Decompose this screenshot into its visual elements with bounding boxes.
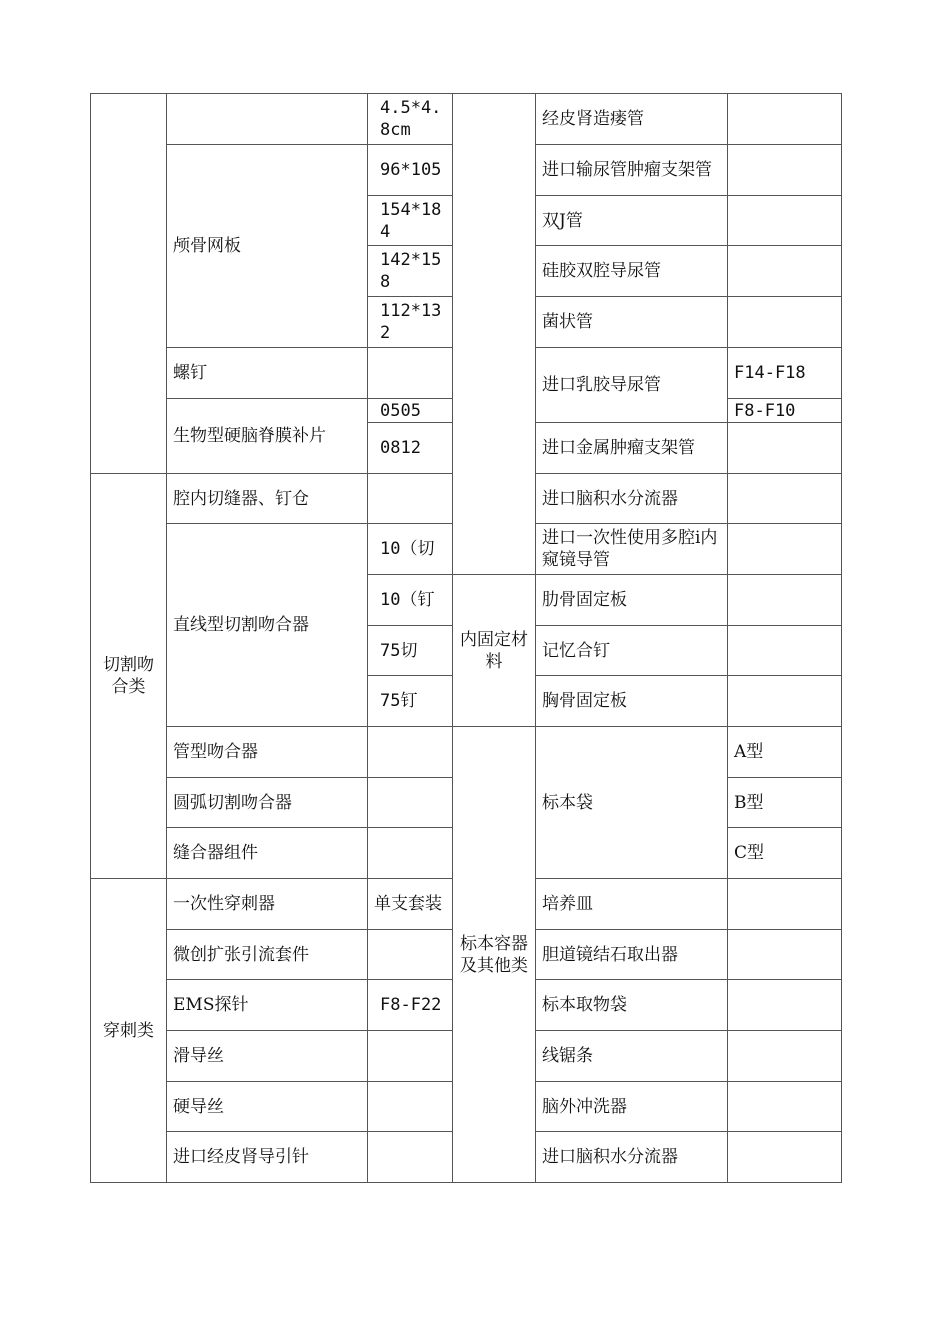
right-item-cell: 培养皿: [536, 879, 728, 930]
table-row: [91, 727, 842, 778]
right-spec-cell: [728, 423, 842, 474]
item-name-cell: 一次性穿刺器: [167, 879, 368, 930]
spec-cell: 4.5*4.8cm: [368, 94, 453, 145]
spec-cell: 10（钉: [368, 575, 453, 626]
right-item-cell: 经皮肾造瘘管: [536, 94, 728, 145]
right-item-cell: 双J管: [536, 196, 728, 246]
right-spec-cell: [728, 575, 842, 626]
spec-cell: F8-F22: [368, 980, 453, 1031]
item-name-cell: 微创扩张引流套件: [167, 930, 368, 980]
spec-cell: [368, 828, 453, 879]
right-spec-cell: [728, 1132, 842, 1183]
spec-cell: 142*158: [368, 246, 453, 297]
equipment-table: [90, 93, 842, 1183]
spec-cell: 96*105: [368, 145, 453, 196]
right-item-cell: 菌状管: [536, 297, 728, 348]
item-name-cell: 圆弧切割吻合器: [167, 778, 368, 828]
right-spec-cell: [728, 196, 842, 246]
category-cell-empty: [91, 94, 167, 474]
table-row: [91, 94, 842, 145]
right-item-cell: 记忆合钉: [536, 626, 728, 676]
right-spec-cell: F14-F18: [728, 348, 842, 399]
item-name-cell: 滑导丝: [167, 1031, 368, 1082]
right-item-cell: 肋骨固定板: [536, 575, 728, 626]
category-cell: 标本容器及其他类: [453, 727, 536, 1183]
right-spec-cell: A型: [728, 727, 842, 778]
item-name-cell: 缝合器组件: [167, 828, 368, 879]
item-name-cell: [167, 94, 368, 145]
right-spec-cell: C型: [728, 828, 842, 879]
spec-cell: 154*184: [368, 196, 453, 246]
right-spec-cell: [728, 524, 842, 575]
spec-cell: [368, 1082, 453, 1132]
right-spec-cell: F8-F10: [728, 399, 842, 423]
right-item-cell: 进口输尿管肿瘤支架管: [536, 145, 728, 196]
spec-cell: [368, 474, 453, 524]
right-item-cell: 进口脑积水分流器: [536, 474, 728, 524]
category-cell: 切割吻合类: [91, 474, 167, 879]
right-spec-cell: B型: [728, 778, 842, 828]
spec-cell: 0505: [368, 399, 453, 423]
spec-cell: [368, 1132, 453, 1183]
spec-cell: [368, 778, 453, 828]
item-name-cell: EMS探针: [167, 980, 368, 1031]
right-item-cell: 进口脑积水分流器: [536, 1132, 728, 1183]
item-name-cell: 螺钉: [167, 348, 368, 399]
spec-cell: [368, 1031, 453, 1082]
spec-cell: [368, 930, 453, 980]
spec-cell: 单支套装: [368, 879, 453, 930]
right-spec-cell: [728, 1082, 842, 1132]
right-spec-cell: [728, 626, 842, 676]
item-name-cell: 生物型硬脑脊膜补片: [167, 399, 368, 474]
right-item-cell: 进口一次性使用多腔i内窥镜导管: [536, 524, 728, 575]
spec-cell: 10（切: [368, 524, 453, 575]
right-item-cell: 胆道镜结石取出器: [536, 930, 728, 980]
right-spec-cell: [728, 297, 842, 348]
spec-cell: [368, 348, 453, 399]
item-name-cell: 颅骨网板: [167, 145, 368, 348]
spec-cell: 0812: [368, 423, 453, 474]
right-item-cell: 硅胶双腔导尿管: [536, 246, 728, 297]
item-name-cell: 管型吻合器: [167, 727, 368, 778]
right-spec-cell: [728, 474, 842, 524]
right-spec-cell: [728, 1031, 842, 1082]
right-spec-cell: [728, 94, 842, 145]
category-cell: 内固定材料: [453, 575, 536, 727]
right-spec-cell: [728, 930, 842, 980]
spec-cell: [368, 727, 453, 778]
category-cell-empty-right: [453, 94, 536, 575]
right-item-cell: 标本袋: [536, 727, 728, 879]
right-spec-cell: [728, 676, 842, 727]
right-item-cell: 进口金属肿瘤支架管: [536, 423, 728, 474]
right-spec-cell: [728, 145, 842, 196]
right-spec-cell: [728, 980, 842, 1031]
right-item-cell: 脑外冲洗器: [536, 1082, 728, 1132]
right-item-cell: 进口乳胶导尿管: [536, 348, 728, 423]
item-name-cell: 直线型切割吻合器: [167, 524, 368, 727]
right-item-cell: 线锯条: [536, 1031, 728, 1082]
item-name-cell: 进口经皮肾导引针: [167, 1132, 368, 1183]
right-spec-cell: [728, 879, 842, 930]
right-item-cell: 胸骨固定板: [536, 676, 728, 727]
right-item-cell: 标本取物袋: [536, 980, 728, 1031]
right-spec-cell: [728, 246, 842, 297]
item-name-cell: 硬导丝: [167, 1082, 368, 1132]
spec-cell: 112*132: [368, 297, 453, 348]
spec-cell: 75钉: [368, 676, 453, 727]
spec-cell: 75切: [368, 626, 453, 676]
item-name-cell: 腔内切缝器、钉仓: [167, 474, 368, 524]
category-cell: 穿刺类: [91, 879, 167, 1183]
